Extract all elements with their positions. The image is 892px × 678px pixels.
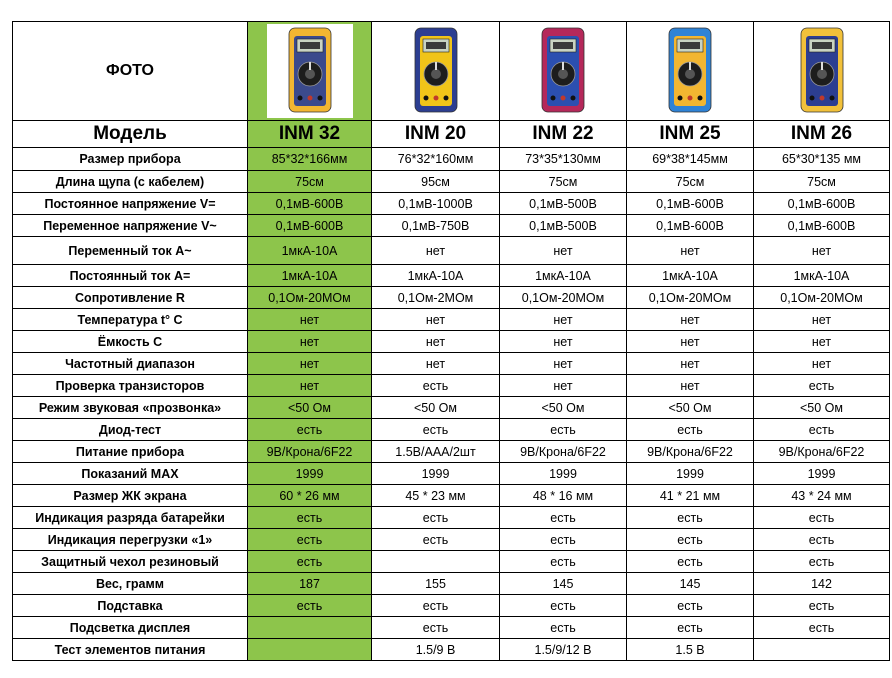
row-label: Индикация разряда батарейки bbox=[13, 507, 248, 529]
table-cell: 1999 bbox=[754, 463, 890, 485]
table-row bbox=[13, 353, 890, 375]
table-cell: есть bbox=[627, 617, 754, 639]
table-cell: 0,1мВ-600В bbox=[627, 215, 754, 237]
table-cell: <50 Ом bbox=[248, 397, 372, 419]
table-row bbox=[13, 639, 890, 661]
table-row bbox=[13, 148, 890, 171]
table-cell: 41 * 21 мм bbox=[627, 485, 754, 507]
table-row bbox=[13, 215, 890, 237]
table-cell: нет bbox=[627, 331, 754, 353]
model-name: INM 20 bbox=[372, 121, 500, 148]
table-cell: нет bbox=[627, 237, 754, 265]
table-cell: 0,1мВ-750В bbox=[372, 215, 500, 237]
table-row bbox=[13, 595, 890, 617]
row-label: Температура t° C bbox=[13, 309, 248, 331]
table-cell: 142 bbox=[754, 573, 890, 595]
row-label: Показаний MAX bbox=[13, 463, 248, 485]
row-label: Ёмкость С bbox=[13, 331, 248, 353]
table-row bbox=[13, 265, 890, 287]
table-cell: есть bbox=[754, 375, 890, 397]
table-cell: есть bbox=[372, 595, 500, 617]
table-cell: нет bbox=[372, 309, 500, 331]
row-label: Размер ЖК экрана bbox=[13, 485, 248, 507]
table-cell: 1.5/9 В bbox=[372, 639, 500, 661]
row-label: Индикация перегрузки «1» bbox=[13, 529, 248, 551]
model-name: INM 22 bbox=[500, 121, 627, 148]
table-row bbox=[13, 331, 890, 353]
table-cell: есть bbox=[248, 529, 372, 551]
table-cell: 76*32*160мм bbox=[372, 148, 500, 171]
table-cell: есть bbox=[372, 507, 500, 529]
table-cell: нет bbox=[754, 309, 890, 331]
table-cell: 0,1мВ-600В bbox=[754, 193, 890, 215]
table-cell: нет bbox=[754, 331, 890, 353]
table-cell: есть bbox=[754, 617, 890, 639]
photo-cell-inm25 bbox=[627, 22, 754, 121]
table-cell: 45 * 23 мм bbox=[372, 485, 500, 507]
table-cell: 85*32*166мм bbox=[248, 148, 372, 171]
table-cell: 1мкА-10А bbox=[500, 265, 627, 287]
table-cell: есть bbox=[754, 551, 890, 573]
table-cell: 0,1мВ-1000В bbox=[372, 193, 500, 215]
table-cell: нет bbox=[627, 353, 754, 375]
table-cell: нет bbox=[248, 309, 372, 331]
table-row bbox=[13, 617, 890, 639]
table-cell: 9В/Крона/6F22 bbox=[248, 441, 372, 463]
table-row bbox=[13, 419, 890, 441]
table-cell: 0,1мВ-600В bbox=[248, 215, 372, 237]
photo-label-cell bbox=[13, 22, 248, 121]
model-label: Модель bbox=[13, 121, 248, 148]
table-cell: <50 Ом bbox=[372, 397, 500, 419]
table-cell: 75см bbox=[500, 171, 627, 193]
table-cell: 1.5 В bbox=[627, 639, 754, 661]
row-label: Проверка транзисторов bbox=[13, 375, 248, 397]
table-cell: 145 bbox=[627, 573, 754, 595]
row-label: Размер прибора bbox=[13, 148, 248, 171]
table-cell: 0,1мВ-500В bbox=[500, 215, 627, 237]
table-cell: есть bbox=[754, 419, 890, 441]
table-cell: есть bbox=[372, 617, 500, 639]
multimeter-photo-icon bbox=[393, 24, 479, 118]
table-cell: 1мкА-10А bbox=[754, 265, 890, 287]
table-cell: есть bbox=[754, 529, 890, 551]
table-cell: 1.5В/AAA/2шт bbox=[372, 441, 500, 463]
table-cell: нет bbox=[500, 353, 627, 375]
table-cell: нет bbox=[754, 353, 890, 375]
table-cell: 1мкА-10А bbox=[372, 265, 500, 287]
row-label: Переменное напряжение V~ bbox=[13, 215, 248, 237]
table-cell: 1999 bbox=[500, 463, 627, 485]
table-cell: нет bbox=[627, 375, 754, 397]
table-row bbox=[13, 193, 890, 215]
table-cell: 0,1Ом-20МОм bbox=[754, 287, 890, 309]
table-cell: 9В/Крона/6F22 bbox=[500, 441, 627, 463]
table-cell: нет bbox=[627, 309, 754, 331]
photo-cell-inm22 bbox=[500, 22, 627, 121]
table-row bbox=[13, 463, 890, 485]
table-cell: 155 bbox=[372, 573, 500, 595]
table-cell: есть bbox=[754, 507, 890, 529]
model-name: INM 25 bbox=[627, 121, 754, 148]
table-cell: 48 * 16 мм bbox=[500, 485, 627, 507]
table-cell: 75см bbox=[248, 171, 372, 193]
model-name: INM 26 bbox=[754, 121, 890, 148]
photo-cell-inm26 bbox=[754, 22, 890, 121]
table-cell: нет bbox=[372, 237, 500, 265]
table-cell: 1мкА-10А bbox=[627, 265, 754, 287]
table-cell: есть bbox=[248, 419, 372, 441]
photo-label: ФОТО bbox=[106, 62, 154, 79]
table-cell: есть bbox=[248, 551, 372, 573]
table-cell: есть bbox=[500, 507, 627, 529]
table-row bbox=[13, 529, 890, 551]
table-cell: есть bbox=[248, 595, 372, 617]
row-label: Переменный ток А~ bbox=[13, 237, 248, 265]
row-label: Подставка bbox=[13, 595, 248, 617]
table-cell: есть bbox=[500, 617, 627, 639]
table-row bbox=[13, 551, 890, 573]
table-cell: 75см bbox=[627, 171, 754, 193]
multimeter-photo-icon bbox=[647, 24, 733, 118]
table-cell: 73*35*130мм bbox=[500, 148, 627, 171]
table-row bbox=[13, 485, 890, 507]
table-cell: есть bbox=[372, 419, 500, 441]
table-cell: 0,1Ом-2МОм bbox=[372, 287, 500, 309]
table-cell: 0,1Ом-20МОм bbox=[500, 287, 627, 309]
table-row bbox=[13, 287, 890, 309]
table-row bbox=[13, 573, 890, 595]
table-cell: 145 bbox=[500, 573, 627, 595]
table-cell: 1999 bbox=[248, 463, 372, 485]
table-cell bbox=[248, 617, 372, 639]
table-cell: 1мкА-10А bbox=[248, 237, 372, 265]
table-cell: нет bbox=[248, 375, 372, 397]
table-cell: нет bbox=[248, 353, 372, 375]
table-cell: есть bbox=[754, 595, 890, 617]
table-cell: 60 * 26 мм bbox=[248, 485, 372, 507]
row-label: Постоянное напряжение V= bbox=[13, 193, 248, 215]
row-label: Подсветка дисплея bbox=[13, 617, 248, 639]
table-cell: <50 Ом bbox=[500, 397, 627, 419]
table-cell: нет bbox=[372, 331, 500, 353]
table-cell: есть bbox=[627, 595, 754, 617]
row-label: Диод-тест bbox=[13, 419, 248, 441]
table-cell: нет bbox=[500, 375, 627, 397]
table-row bbox=[13, 507, 890, 529]
table-row bbox=[13, 171, 890, 193]
table-cell: нет bbox=[500, 309, 627, 331]
table-cell: есть bbox=[500, 595, 627, 617]
table-row bbox=[13, 237, 890, 265]
row-label: Питание прибора bbox=[13, 441, 248, 463]
photo-row bbox=[13, 22, 890, 121]
row-label: Вес, грамм bbox=[13, 573, 248, 595]
table-cell: есть bbox=[627, 551, 754, 573]
table-cell: 0,1мВ-600В bbox=[754, 215, 890, 237]
table-cell: 1999 bbox=[627, 463, 754, 485]
table-cell: есть bbox=[627, 419, 754, 441]
table-cell: 1.5/9/12 В bbox=[500, 639, 627, 661]
table-cell: есть bbox=[248, 507, 372, 529]
table-cell: есть bbox=[627, 529, 754, 551]
table-cell: 9В/Крона/6F22 bbox=[754, 441, 890, 463]
table-cell: 0,1Ом-20МОм bbox=[248, 287, 372, 309]
table-row bbox=[13, 375, 890, 397]
table-cell: 0,1мВ-600В bbox=[248, 193, 372, 215]
table-cell: 75см bbox=[754, 171, 890, 193]
table-row bbox=[13, 441, 890, 463]
table-cell: есть bbox=[500, 529, 627, 551]
table-cell: 69*38*145мм bbox=[627, 148, 754, 171]
table-cell: <50 Ом bbox=[754, 397, 890, 419]
table-cell bbox=[372, 551, 500, 573]
row-label: Постоянный ток А= bbox=[13, 265, 248, 287]
row-label: Длина щупа (с кабелем) bbox=[13, 171, 248, 193]
multimeter-photo-icon bbox=[520, 24, 606, 118]
table-cell: 95см bbox=[372, 171, 500, 193]
table-cell: 187 bbox=[248, 573, 372, 595]
table-cell: есть bbox=[500, 419, 627, 441]
table-cell: 1мкА-10А bbox=[248, 265, 372, 287]
multimeter-photo-icon bbox=[267, 24, 353, 118]
model-row bbox=[13, 121, 890, 148]
table-cell: есть bbox=[627, 507, 754, 529]
table-cell: нет bbox=[754, 237, 890, 265]
table-cell: 43 * 24 мм bbox=[754, 485, 890, 507]
table-cell: нет bbox=[372, 353, 500, 375]
table-cell: нет bbox=[500, 331, 627, 353]
table-cell: 9В/Крона/6F22 bbox=[627, 441, 754, 463]
table-cell: 0,1мВ-500В bbox=[500, 193, 627, 215]
table-cell: есть bbox=[372, 375, 500, 397]
table-cell: 0,1Ом-20МОм bbox=[627, 287, 754, 309]
table-cell: 1999 bbox=[372, 463, 500, 485]
multimeter-photo-icon bbox=[779, 24, 865, 118]
table-cell bbox=[248, 639, 372, 661]
table-cell: <50 Ом bbox=[627, 397, 754, 419]
row-label: Защитный чехол резиновый bbox=[13, 551, 248, 573]
table-cell: нет bbox=[500, 237, 627, 265]
table-cell: нет bbox=[248, 331, 372, 353]
table-row bbox=[13, 309, 890, 331]
table-cell: 65*30*135 мм bbox=[754, 148, 890, 171]
photo-cell-inm20 bbox=[372, 22, 500, 121]
row-label: Частотный диапазон bbox=[13, 353, 248, 375]
row-label: Сопротивление R bbox=[13, 287, 248, 309]
row-label: Режим звуковая «прозвонка» bbox=[13, 397, 248, 419]
table-row bbox=[13, 397, 890, 419]
photo-cell-inm32 bbox=[248, 22, 372, 121]
comparison-table bbox=[12, 21, 890, 661]
table-cell: 0,1мВ-600В bbox=[627, 193, 754, 215]
table-cell: есть bbox=[372, 529, 500, 551]
row-label: Тест элементов питания bbox=[13, 639, 248, 661]
table-cell: есть bbox=[500, 551, 627, 573]
table-cell bbox=[754, 639, 890, 661]
model-name: INM 32 bbox=[248, 121, 372, 148]
